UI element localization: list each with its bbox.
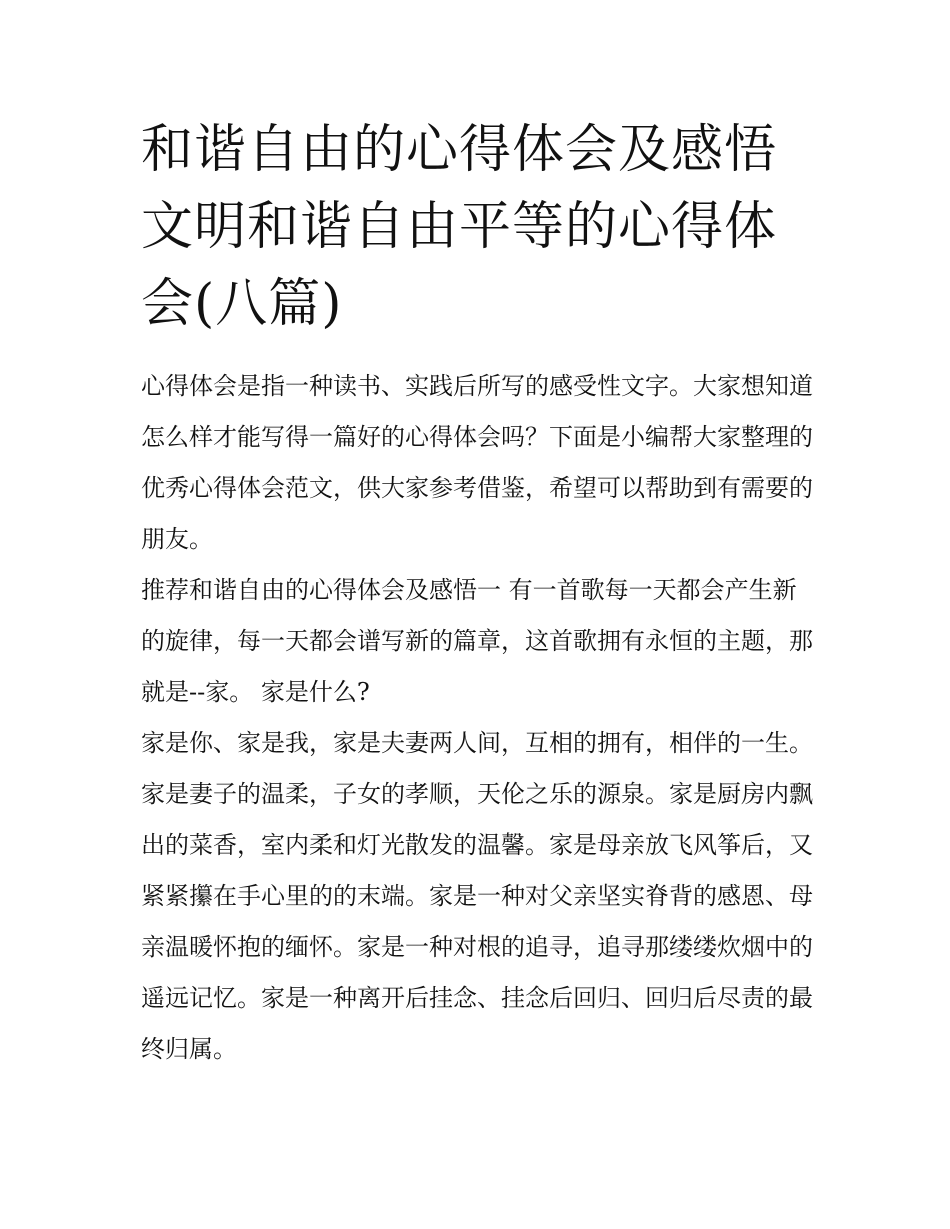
document-title: 和谐自由的心得体会及感悟 文明和谐自由平等的心得体会(八篇) <box>141 120 778 334</box>
paragraph-intro: 心得体会是指一种读书、实践后所写的感受性文字。大家想知道怎么样才能写得一篇好的心得体会吗？下面是小编帮大家整理的优秀心得体会范文，供大家参考借鉴，希望可以帮助到有需要的朋友。 <box>141 372 813 553</box>
document-body <box>141 361 813 1075</box>
document-page <box>141 112 813 1075</box>
paragraph-home-meaning: 家是妻子的温柔，子女的孝顺，天伦之乐的源泉。家是厨房内飘出的菜香，室内柔和灯光散发的温馨。家是母亲放飞风筝后，又紧紧攥在手心里的的末端。家是一种对父亲坚实脊背的感恩、母亲温暖怀抱的缅怀。家是一种对根的追寻，追寻那缕缕炊烟中的遥远记忆。家是一种离开后挂念、挂念后回归、回归后尽责的最终归属。 <box>141 780 813 1063</box>
paragraph-recommend: 推荐和谐自由的心得体会及感悟一 有一首歌每一天都会产生新的旋律，每一天都会谱写新的篇章，这首歌拥有永恒的主题，那就是--家。 家是什么? <box>141 576 813 706</box>
paragraph-home-you-me: 家是你、家是我，家是夫妻两人间，互相的拥有，相伴的一生。 <box>141 729 813 757</box>
